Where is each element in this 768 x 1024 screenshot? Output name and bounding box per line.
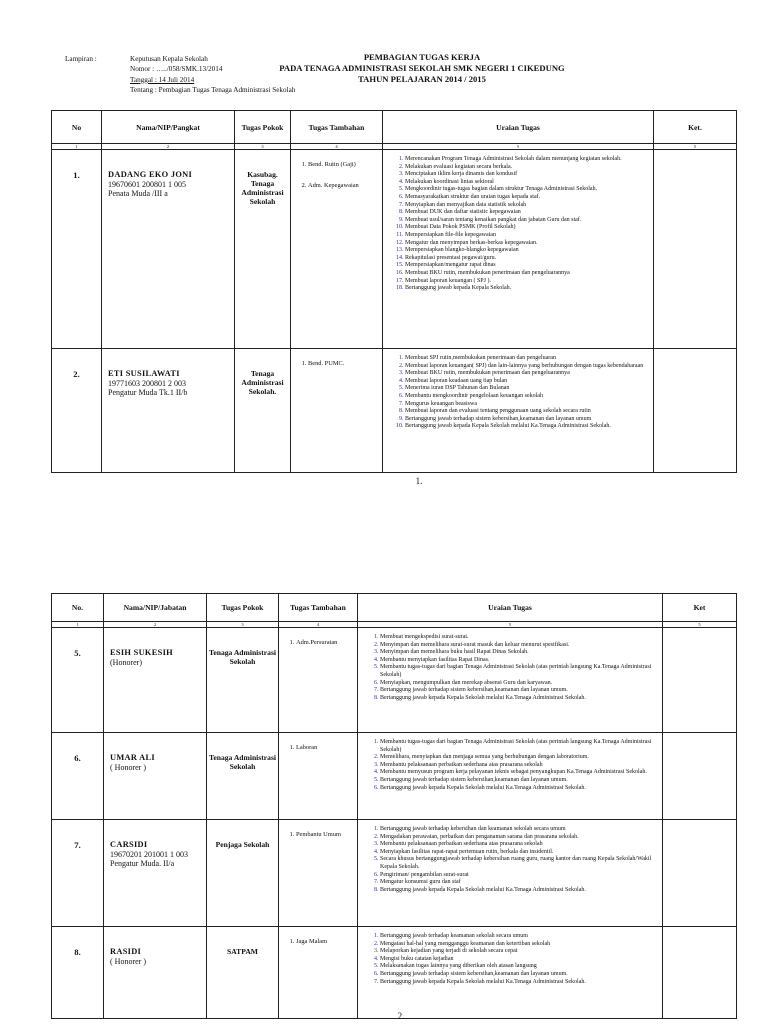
task-item: 6. Bertanggung jawab kepada Kepala Sekolah melalui Ka.Tenaga Administrasi Sekolah. [380,785,660,793]
task-item: 5. Mengkoordinir tugas-tugas bagian dalam struktur Tenaga Administrasi Sekolah. [405,186,651,194]
additional-duties [279,820,358,927]
task-item: 2. Melakukan evaluasi kegiatan secara berkala. [405,164,651,172]
lampiran-value: Keputusan Kepala Sekolah [130,55,208,63]
row-number: 1. [52,150,102,349]
task-item: 8. Bertanggung jawab kepada Kepala Sekolah melalui Ka.Tenaga Administrasi Sekolah. [380,695,660,703]
task-item: 2. Mengadakan perawatan, perbaikan dan penganaman sarana dan prasarana sekolah. [380,834,660,842]
tentang-line: Tentang : Pembagian Tugas Tenaga Administrasi Sekolah [130,86,296,95]
title-line-1: PEMBAGIAN TUGAS KERJA [363,52,481,62]
remarks-cell [654,150,737,349]
staff-name: RASIDI [110,947,142,956]
main-duty: Tenaga Administrasi Sekolah. [235,349,291,473]
task-item: 14. Rekapitulasi presentasi pegawai/guru. [405,255,651,263]
task-item: 1. Membantu tugas-tugas dari bagian Tenaga Administrasi Sekolah (atas perintah langsung Ka.Tenaga Administrasi Sekolah) [380,739,660,754]
main-duty: Tenaga Administrasi Sekolah [207,733,279,820]
additional-duty-item: 1. Bend. PUMC. [308,359,380,368]
remarks-cell [663,733,737,820]
row-number: 8. [52,927,104,1019]
page-gap [0,496,768,558]
remarks-cell [663,628,737,733]
main-duty: Tenaga Administrasi Sekolah [207,628,279,733]
task-item: 3. Menyimpan dan memelihara buku hasil Rapat Dinas Sekolah. [380,649,660,657]
remarks-cell [663,927,737,1019]
task-table-2 [51,593,737,1019]
table-row [52,820,737,927]
task-item: 5. Melaksanakan tugas lainnya yang diberikan oleh atasan langsung [380,963,660,971]
task-item: 7. Mengatur konsumsi guru dan staf [380,879,660,887]
additional-duty-item: 1. Pembantu Umum [296,830,355,839]
task-item: 3. Membantu pelaksanaan perbaikan sederhana atas prasarana sekolah [380,841,660,849]
col-header-tambahan: Tugas Tambahan [279,594,358,622]
task-item: 7. Bertanggung jawab kepada Kepala Sekolah melalui Ka.Tenaga Administrasi Sekolah. [380,979,660,987]
table-row [52,733,737,820]
table-row [52,927,737,1019]
title-line-3: TAHUN PELAJARAN 2014 / 2015 [358,74,486,84]
staff-name: ESIH SUKESIH [110,648,173,657]
task-item: 18. Bertanggung jawab kepada Kepala Sekolah. [405,285,651,293]
task-item: 15. Mempersiapkan/mengatur rapat dinas [405,262,651,270]
col-header-ket: Ket. [654,111,737,144]
col-header-name: Nama/NIP/Pangkat [102,111,235,144]
task-item: 10. Membuat Data Pokok PSMK (Profil Sekolah) [405,224,651,232]
additional-duty-item: 1. Laboran [296,743,355,752]
task-table-1 [51,110,737,473]
column-index-row: 1 2 3 4 5 5 [52,622,737,628]
task-description [383,349,654,473]
task-item: 6. Membantu mengkoordinir pengelolaan keuangan sekolah [405,393,651,401]
task-item: 6. Pengiriman/ pengambilan surat-surat [380,872,660,880]
additional-duties [291,349,383,473]
staff-identity [102,150,235,349]
additional-duties [279,628,358,733]
main-duty: Penjaga Sekolah [207,820,279,927]
task-description [383,150,654,349]
task-description [358,927,663,1019]
document-title [248,52,596,85]
main-duty: SATPAM [207,927,279,1019]
page-number: 1. [415,476,423,486]
column-index-row: 1 2 3 4 5 5 [52,144,737,150]
additional-duty-item: 1. Adm.Persuratan [296,638,355,647]
table-row [52,349,737,473]
task-item: 3. Menciptakan iklim kerja dinamis dan kondusif [405,171,651,179]
task-item: 6. Bertanggung jawab terhadap sistem kebersihan,keamanan dan layanan umum. [380,971,660,979]
task-item: 4. Mengisi buku catatan kejadian [380,956,660,964]
task-item: 5. Menerima iuran DSP Tahunan dan Bulanan [405,385,651,393]
staff-nip: 19670601 200801 1 005 [108,179,186,189]
task-item: 7. Mengurus keuangan beasiswa [405,401,651,409]
staff-rank: Pengatur Muda. II/a [110,859,175,868]
col-header-uraian: Uraian Tugas [383,111,654,144]
task-item: 4. Melakukan koordinasi lintas sektoral [405,179,651,187]
task-item: 9. Bertanggung jawab terhadap sistem kebersihan,keamanan dan layanan umum [405,416,651,424]
staff-rank: Penata Muda /III a [108,189,168,198]
task-item: 1. Membuat SPJ rutin,membukukan penerimaan dan pengeluaran [405,355,651,363]
remarks-cell [654,349,737,473]
task-item: 16. Membuat BKU rutin, membukukan penerimaan dan pengeluarannya [405,270,651,278]
additional-duties [279,927,358,1019]
task-item: 11. Mempersiapkan file-file kepegawaian [405,232,651,240]
main-duty: Kasubag. Tenaga Administrasi Sekolah [235,150,291,349]
task-item: 7. Menyiapkan dan menyajikan data statistik sekolah [405,202,651,210]
staff-identity [104,628,207,733]
task-item: 12. Mengatur dan menyimpan berkas-berkas kepegawaian. [405,240,651,248]
nomor-line: Nomor : …../058/SMK.13/2014 [130,65,223,74]
additional-duty-item: 1. Bend. Rutin (Gaji) [308,160,380,169]
additional-duty-item: 1. Jaga Malam [296,937,355,946]
col-header-pokok: Tugas Pokok [235,111,291,144]
additional-duties [291,150,383,349]
staff-name: UMAR ALI [110,753,155,762]
task-item: 5. Membantu tugas-tugas dari bagian Tenaga Administrasi Sekolah (atas perintah langsung Ka.Tenaga Administrasi Sekolah) [380,664,660,679]
task-description [358,733,663,820]
task-item: 13. Mempersiapkan blangko-blangko kepegawaian [405,247,651,255]
task-item: 2. Menyimpan dan memelihara surat-surat masuk dan keluar menurut spesifikasi. [380,642,660,650]
task-description [358,820,663,927]
task-item: 7. Bertanggung jawab terhadap sistem kebersihan,keamanan dan layanan umum. [380,687,660,695]
col-header-no: No [52,111,102,144]
staff-nip: 19670201 201001 1 003 [110,849,188,859]
staff-name: DADANG EKO JONI [108,170,193,179]
staff-identity [104,820,207,927]
table-header-row [52,594,737,622]
task-item: 3. Membuat BKU rutin, membukukan penerimaan dan pengeluarannya [405,370,651,378]
task-item: 1. Bertanggung jawab terhadap keamanan sekolah secara umum [380,933,660,941]
col-header-tambahan: Tugas Tambahan [291,111,383,144]
staff-identity [104,733,207,820]
staff-nip: ( Honorer ) [110,956,146,966]
row-number: 2. [52,349,102,473]
task-item: 17. Membuat laporan keuangan ( SPJ ). [405,278,651,286]
task-item: 5. Secara khusus bertanggungjawab terhadap kebersihan ruang guru, ruang kantor dan ruang Kepala Sekolah/Wakil Kepala Sekolah. [380,856,660,871]
page-number: 2. [397,1011,405,1021]
task-item: 1. Membuat mengekspedisi surat-surat. [380,634,660,642]
task-item: 4. Membuat laporan keadaan uang tiap bulan [405,378,651,386]
task-item: 1. Bertanggung jawab terhadap kebersihan dan keamanan sekolah secara umum [380,826,660,834]
task-item: 3. Melaporkan kejadian yang terjadi di sekolah secara cepat [380,948,660,956]
task-item: 4. Menyiapkan fasilitas rapat-rapat pertemuan rutin, berkala dan insidentil. [380,849,660,857]
row-number: 5. [52,628,104,733]
task-item: 5. Bertanggung jawab terhadap sistem kebersihan,keamanan dan layanan umum. [380,777,660,785]
document-page-1 [0,0,768,492]
lampiran-label: Lampiran : [65,55,97,63]
table-row [52,628,737,733]
additional-duty-item: 2. Adm. Kepegawaian [308,181,380,190]
tanggal-line: Tanggal : 14 Juli 2014 [130,75,195,84]
title-line-2: PADA TENAGA ADMINISTRASI SEKOLAH SMK NEGERI 1 CIKEDUNG [279,63,565,73]
col-header-name: Nama/NIP/Jabatan [104,594,207,622]
task-item: 8. Membuat DUK dan daftar statistic kepegawaian [405,209,651,217]
table-header-row [52,111,737,144]
task-description [358,628,663,733]
task-item: 4. Membantu menyusun program kerja pelayanan teknis sebagai penyangkupan Ka.Tenaga Administrasi Sekolah. [380,769,660,777]
staff-nip: (Honorer) [110,657,142,667]
task-item: 9. Membuat usul/saran tentang kenaikan pangkat dan jabatan Guru dan staf. [405,217,651,225]
staff-identity [104,927,207,1019]
task-item: 10. Bertanggung jawab kepada Kepala Sekolah melalui Ka.Tenaga Administrasi Sekolah. [405,423,651,431]
additional-duties [279,733,358,820]
col-header-uraian: Uraian Tugas [358,594,663,622]
staff-name: ETI SUSILAWATI [108,369,180,378]
staff-name: CARSIDI [110,840,148,849]
col-header-no: No. [52,594,104,622]
staff-nip: ( Honorer ) [110,762,146,772]
task-item: 2. Membuat laporan keuangan( SPJ) dan lain-lainnya yang berhubungan dengan tugas kebendaharaan [405,363,651,371]
col-header-ket: Ket [663,594,737,622]
table-row [52,150,737,349]
row-number: 6. [52,733,104,820]
task-item: 2. Memelihara, menyiapkan dan menjaga semua yang berhubungan dengan laboratorium. [380,754,660,762]
col-header-pokok: Tugas Pokok [207,594,279,622]
staff-rank: Pengatur Muda Tk.1 II/b [108,388,188,397]
task-item: 2. Mengatasi hal-hal yang mengganggu keamanan dan ketertiban sekolah [380,941,660,949]
row-number: 7. [52,820,104,927]
task-item: 6. Memasyarakatkan struktur dan uraian tugas kepada staf. [405,194,651,202]
staff-nip: 19771603 200801 2 003 [108,378,186,388]
remarks-cell [663,820,737,927]
staff-identity [102,349,235,473]
task-item: 8. Bertanggung jawab kepada Kepala Sekolah melalui Ka.Tenaga Administrasi Sekolah. [380,887,660,895]
task-item: 8. Membuat laporan dan evaluasi tentang penggunaan uang sekolah secara rutin [405,408,651,416]
task-item: 1. Merencanakan Program Tenaga Administrasi Sekolah dalam menunjang kegiatan sekolah. [405,156,651,164]
task-item: 4. Membantu menyiapkan fasilitas Rapat Dinas. [380,657,660,665]
task-item: 6. Menyiapkan, mengumpulkan dan merekap absensi Guru dan karyawan. [380,680,660,688]
task-item: 3. Membantu pelaksanaan perbaikan sederhana atas prasarana sekolah [380,762,660,770]
